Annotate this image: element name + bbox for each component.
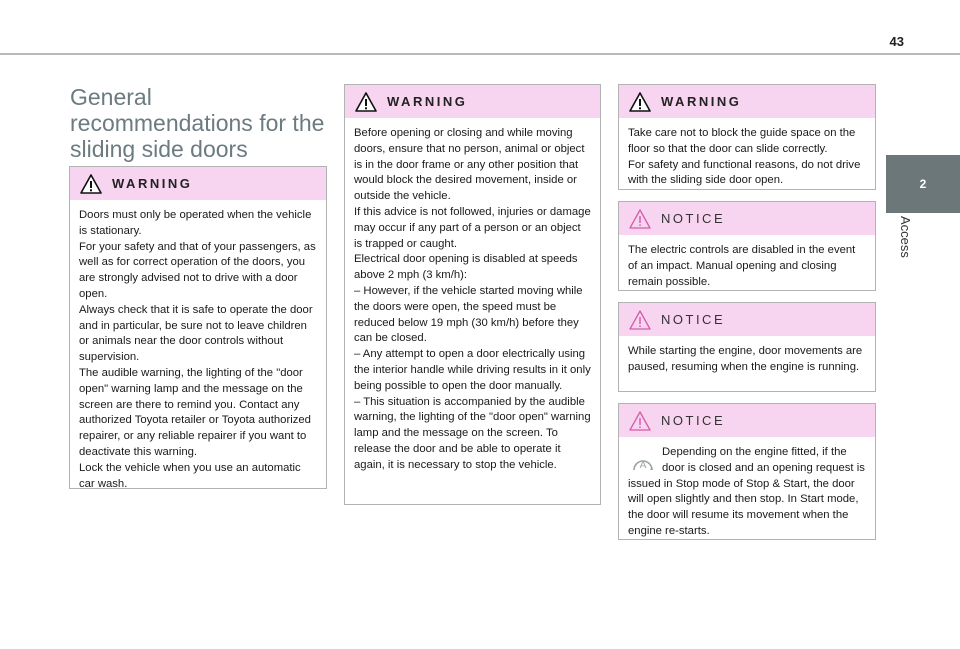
warning-box-3 (618, 84, 876, 190)
notice-body (619, 235, 875, 298)
warning-title: WARNING (112, 176, 193, 191)
box-line: The audible warning, the lighting of the "door open" warning lamp and the message on the screen are there to remind you. Contact any authorized Toyota retailer or Toyota authorized repairer, or any reliable repairer if you want to deactivate this warning. (79, 366, 311, 458)
notice-triangle-icon (629, 310, 651, 330)
warning-body (345, 118, 600, 482)
box-line: Doors must only be operated when the vehicle is stationary. (79, 209, 312, 237)
notice-title: NOTICE (661, 211, 726, 226)
notice-header (619, 202, 875, 235)
box-line: If this advice is not followed, injuries or damage may occur if any part of a person or an object is trapped or caught. (354, 205, 591, 250)
notice-body (619, 437, 875, 548)
box-line: Lock the vehicle when you use an automatic car wash. (79, 461, 301, 490)
notice-body (619, 336, 875, 384)
stop-start-auto-icon (628, 453, 658, 475)
section-title: General recommendations for the sliding side doors (70, 84, 325, 162)
notice-header (619, 404, 875, 437)
box-line: Always check that it is safe to operate the door and in particular, be sure not to leave children or animals near the door controls without supervision. (79, 303, 313, 364)
box-line: For your safety and that of your passengers, as well as for correct operation of the doors, you are strongly advised not to drive with a door open. (79, 240, 316, 300)
box-line: – This situation is accompanied by the audible warning, the lighting of the "door open" warning lamp and the message on the screen. To release the door and be able to operate it again, it is necessary to stop the vehicle. (354, 395, 591, 471)
notice-box-3 (618, 403, 876, 540)
box-line: Electrical door opening is disabled at speeds above 2 mph (3 km/h): (354, 253, 578, 282)
notice-triangle-icon (629, 209, 651, 229)
warning-title: WARNING (387, 94, 468, 109)
box-line: Take care not to block the guide space on the floor so that the door can slide correctly. (628, 127, 856, 155)
box-line: – Any attempt to open a door electrically using the interior handle while driving results in it only being possible to open the door manually. (354, 348, 591, 392)
warning-body (619, 118, 875, 197)
warning-header (70, 167, 326, 200)
top-rule (0, 53, 960, 55)
box-line: Before opening or closing and while moving doors, ensure that no person, animal or object is in the door frame or any other position that would block the desired movement, inside or outside the vehicle. (354, 127, 585, 203)
box-line: The electric controls are disabled in the event of an impact. Manual opening and closing remain possible. (628, 244, 856, 288)
box-line: While starting the engine, door movements are paused, resuming when the engine is running. (628, 345, 863, 373)
page-number: 43 (889, 34, 904, 49)
notice-box-1 (618, 201, 876, 291)
chapter-label: Access (898, 216, 913, 258)
box-line: – However, if the vehicle started moving while the doors were open, the speed must be reduced below 19 mph (30 km/h) before they can be closed. (354, 284, 583, 345)
box-line: For safety and functional reasons, do not drive with the sliding side door open. (628, 158, 861, 187)
warning-header (619, 85, 875, 118)
notice-header (619, 303, 875, 336)
warning-box-1 (69, 166, 327, 489)
warning-triangle-icon (355, 92, 377, 112)
warning-box-2 (344, 84, 601, 505)
warning-body (70, 200, 326, 500)
box-line: Depending on the engine fitted, if the door is closed and an opening request is issued in Stop mode of Stop & Start, the door will open slightly and then stop. In Start mode, the door will resume its movement when the engine re-starts. (628, 446, 865, 537)
svg-text:A: A (639, 460, 647, 471)
warning-triangle-icon (80, 174, 102, 194)
warning-title: WARNING (661, 94, 742, 109)
chapter-tab[interactable]: 2 (886, 155, 960, 213)
warning-header (345, 85, 600, 118)
notice-box-2 (618, 302, 876, 392)
notice-triangle-icon (629, 411, 651, 431)
notice-title: NOTICE (661, 312, 726, 327)
notice-title: NOTICE (661, 413, 726, 428)
warning-triangle-icon (629, 92, 651, 112)
